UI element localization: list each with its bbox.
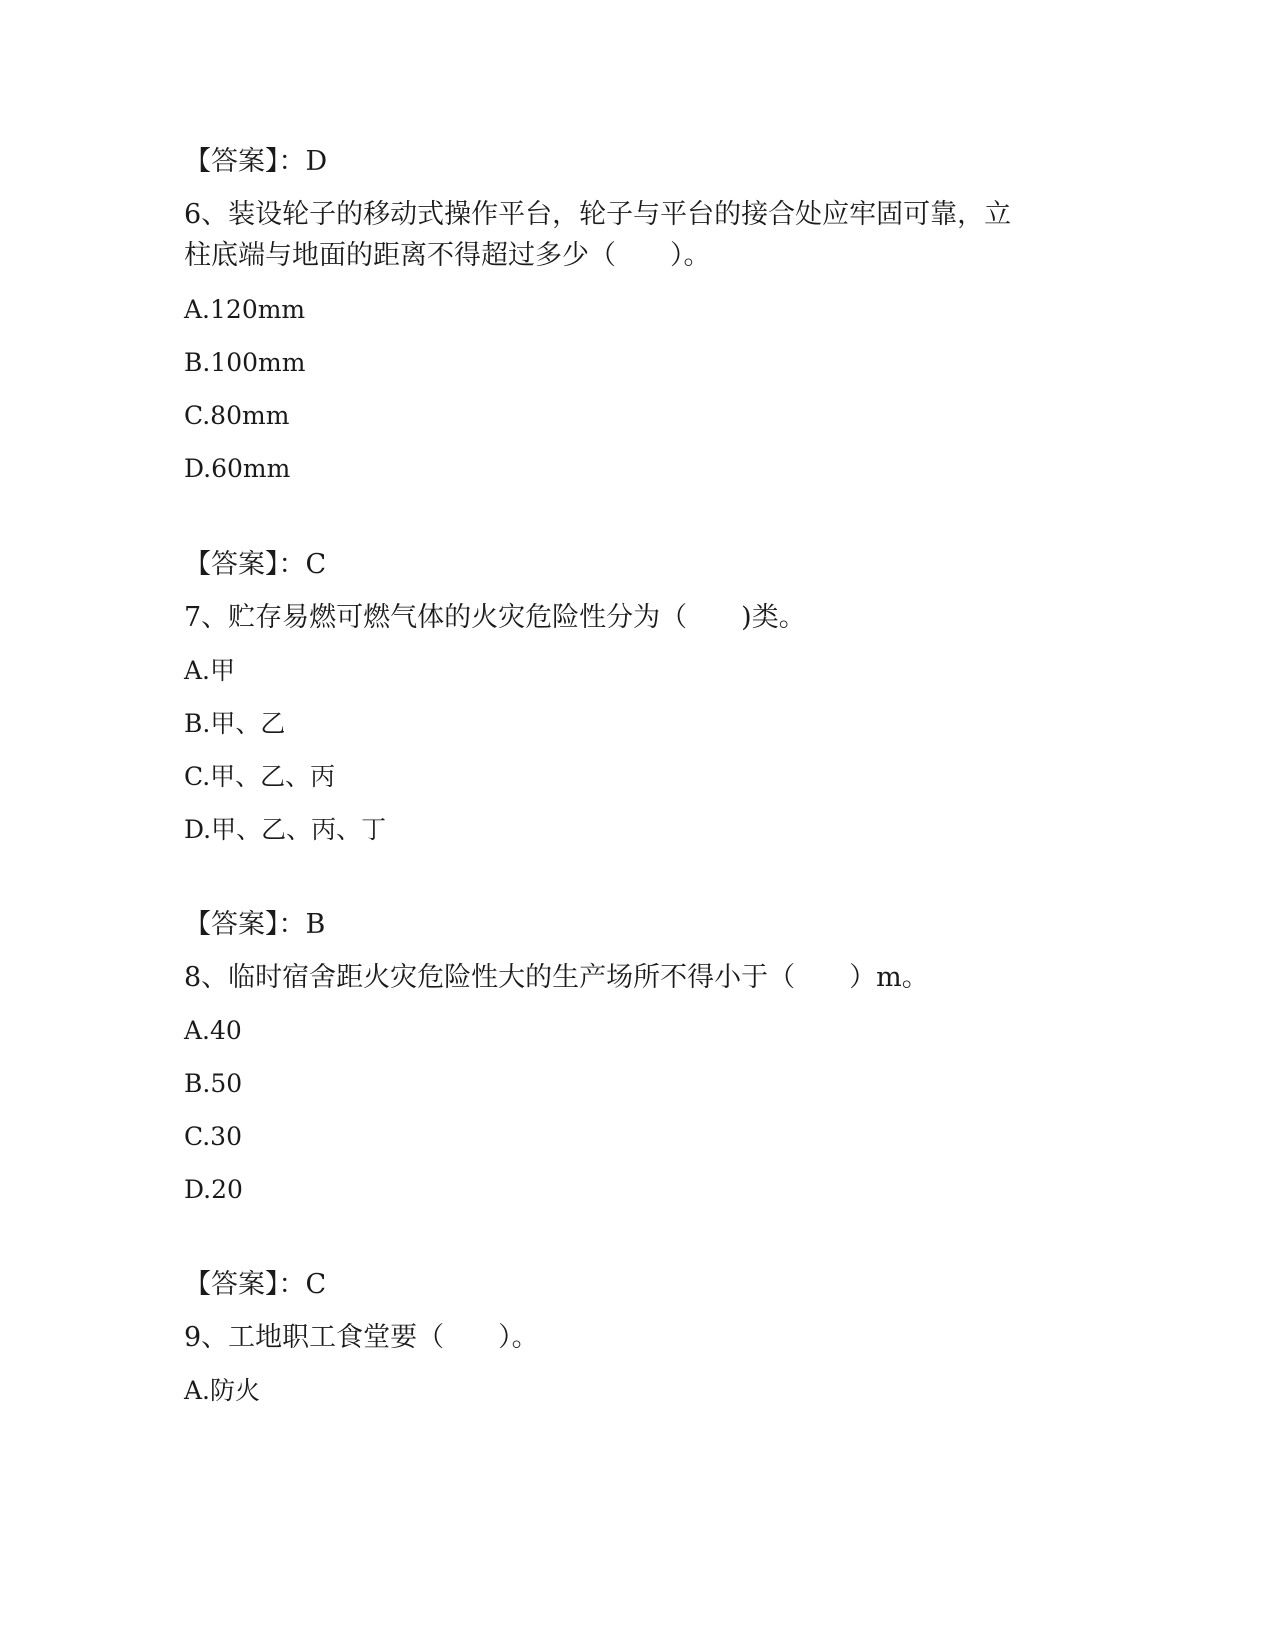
question-7-option-d: D.甲、乙、丙、丁 — [184, 815, 387, 844]
question-9-option-a: A.防火 — [184, 1376, 261, 1405]
answer-q5: 【答案】：D — [184, 146, 328, 177]
question-6-line-1: 6、装设轮子的移动式操作平台，轮子与平台的接合处应牢固可靠，立 — [184, 199, 1012, 230]
answer-q7: 【答案】：B — [184, 909, 326, 940]
question-6-option-d: D.60mm — [184, 454, 291, 483]
question-9: 9、工地职工食堂要（ ）。 — [184, 1322, 539, 1353]
question-8-option-a: A.40 — [184, 1016, 242, 1045]
question-8: 8、临时宿舍距火灾危险性大的生产场所不得小于（ ）m。 — [184, 962, 929, 993]
answer-q8: 【答案】：C — [184, 1269, 327, 1300]
question-6-option-b: B.100mm — [184, 348, 306, 377]
question-7-option-c: C.甲、乙、丙 — [184, 762, 336, 791]
question-8-option-c: C.30 — [184, 1122, 242, 1151]
question-7-option-b: B.甲、乙 — [184, 709, 286, 738]
question-8-option-b: B.50 — [184, 1069, 243, 1098]
question-6-option-c: C.80mm — [184, 401, 290, 430]
question-6-option-a: A.120mm — [184, 295, 306, 324]
question-7-option-a: A.甲 — [184, 656, 236, 685]
question-7: 7、贮存易燃可燃气体的火灾危险性分为（ )类。 — [184, 602, 806, 633]
answer-q6: 【答案】：C — [184, 549, 327, 580]
question-6-line-2: 柱底端与地面的距离不得超过多少（ ）。 — [184, 240, 711, 271]
question-8-option-d: D.20 — [184, 1175, 243, 1204]
